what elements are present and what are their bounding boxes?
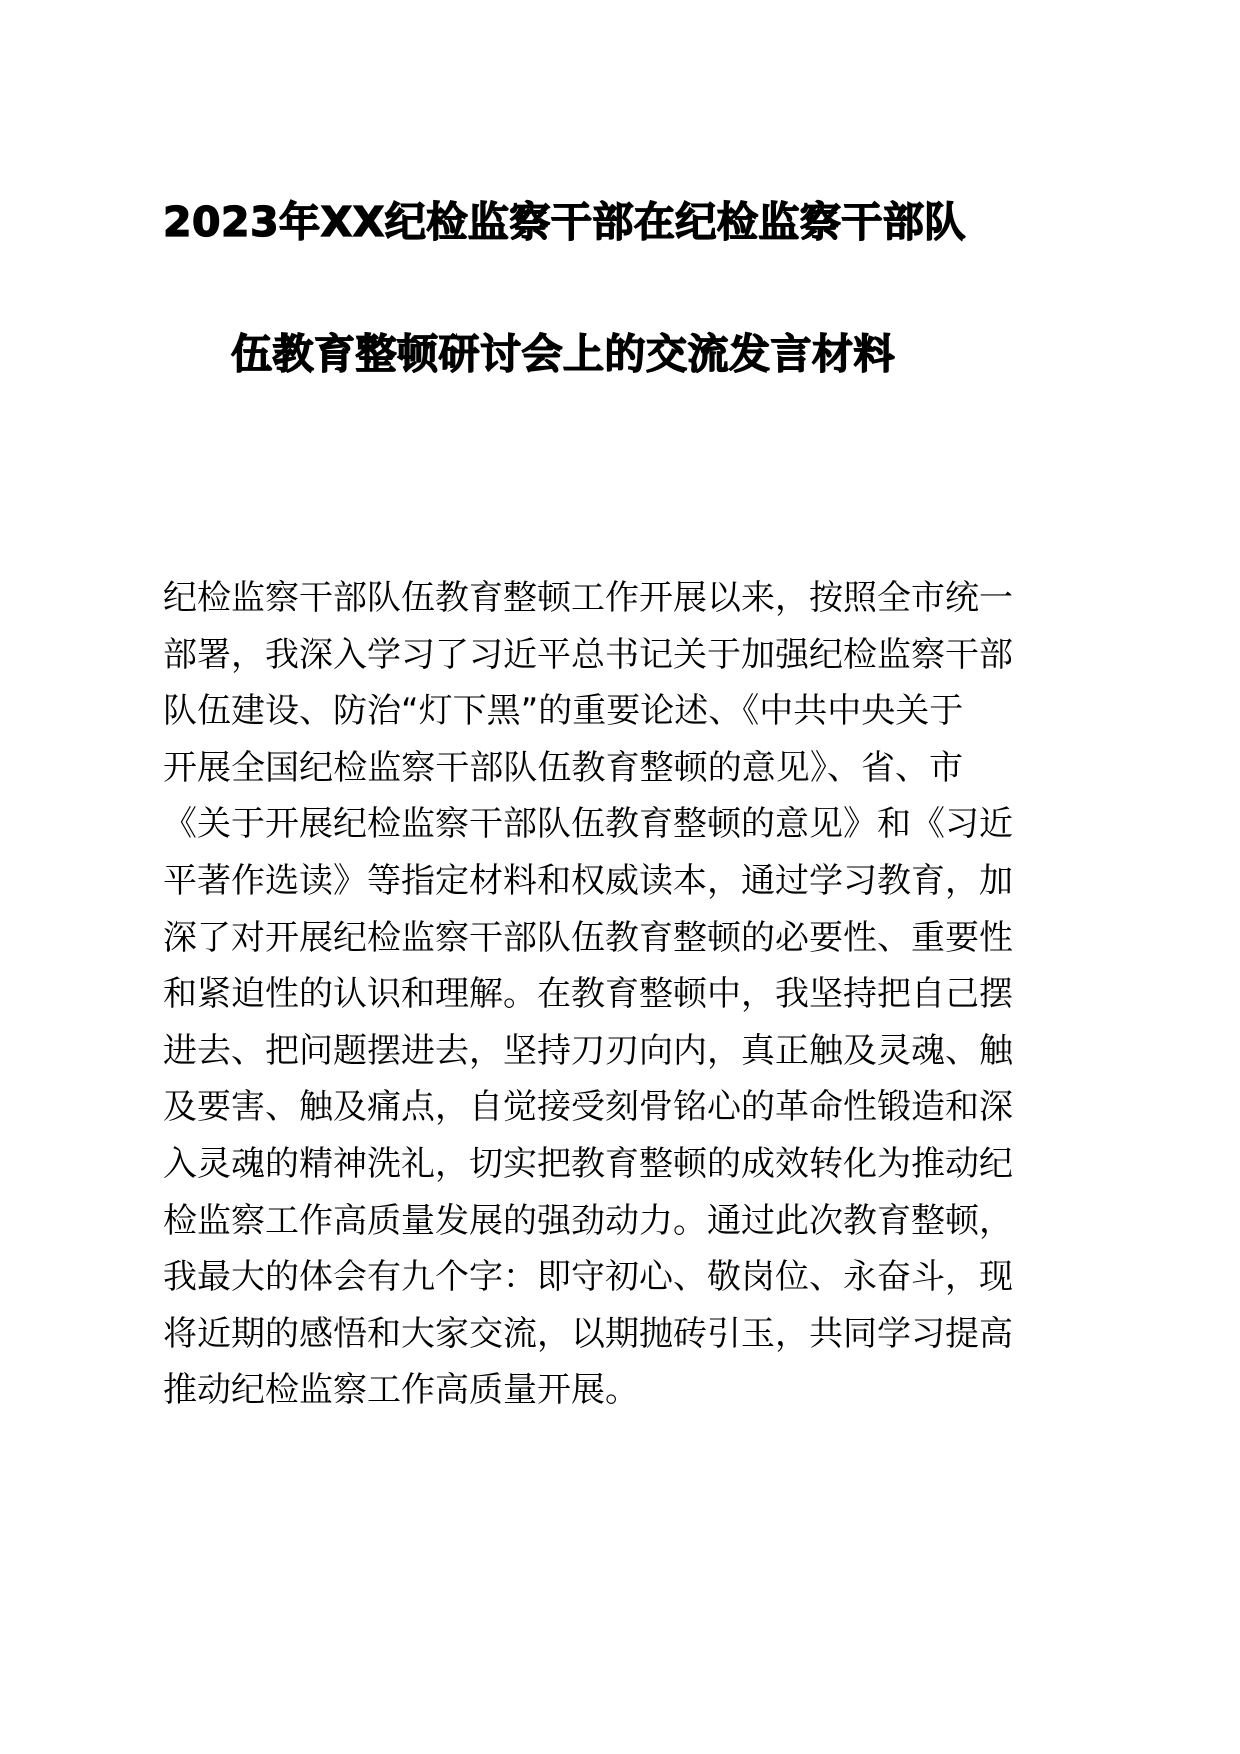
body-line: 进去、把问题摆进去，坚持刀刃向内，真正触及灵魂、触 <box>163 1030 1013 1071</box>
body-line: 部署，我深入学习了习近平总书记关于加强纪检监察干部 <box>163 634 1013 675</box>
page-title-line-1: 2023年XX纪检监察干部在纪检监察干部队 <box>163 198 966 246</box>
page-title-line-2: 伍教育整顿研讨会上的交流发言材料 <box>231 330 895 378</box>
body-line: 深了对开展纪检监察干部队伍教育整顿的必要性、重要性 <box>163 917 1013 958</box>
body-paragraph-1 <box>163 570 1013 1419</box>
page-title <box>163 0 966 420</box>
body-line: 推动纪检监察工作高质量开展。 <box>163 1370 639 1411</box>
document-body <box>163 420 1013 1419</box>
body-line: 开展全国纪检监察干部队伍教育整顿的意见》、省、市 <box>163 747 963 788</box>
body-line: 《关于开展纪检监察干部队伍教育整顿的意见》和《习近 <box>163 804 1013 845</box>
body-line: 我最大的体会有九个字：即守初心、敬岗位、永奋斗，现 <box>163 1257 1013 1298</box>
body-line: 入灵魂的精神洗礼，切实把教育整顿的成效转化为推动纪 <box>163 1143 1013 1184</box>
body-line: 平著作选读》等指定材料和权威读本，通过学习教育，加 <box>163 860 1013 901</box>
document-content <box>163 0 1013 1419</box>
body-line: 队伍建设、防治“灯下黑”的重要论述、《中共中央关于 <box>163 691 964 732</box>
body-line: 和紧迫性的认识和理解。在教育整顿中，我坚持把自己摆 <box>163 974 1013 1015</box>
body-line: 及要害、触及痛点，自觉接受刻骨铭心的革命性锻造和深 <box>163 1087 1013 1128</box>
body-line: 检监察工作高质量发展的强劲动力。通过此次教育整顿， <box>163 1200 1013 1241</box>
body-line: 纪检监察干部队伍教育整顿工作开展以来，按照全市统一 <box>163 578 1013 618</box>
body-line: 将近期的感悟和大家交流，以期抛砖引玉，共同学习提高 <box>163 1313 1013 1354</box>
